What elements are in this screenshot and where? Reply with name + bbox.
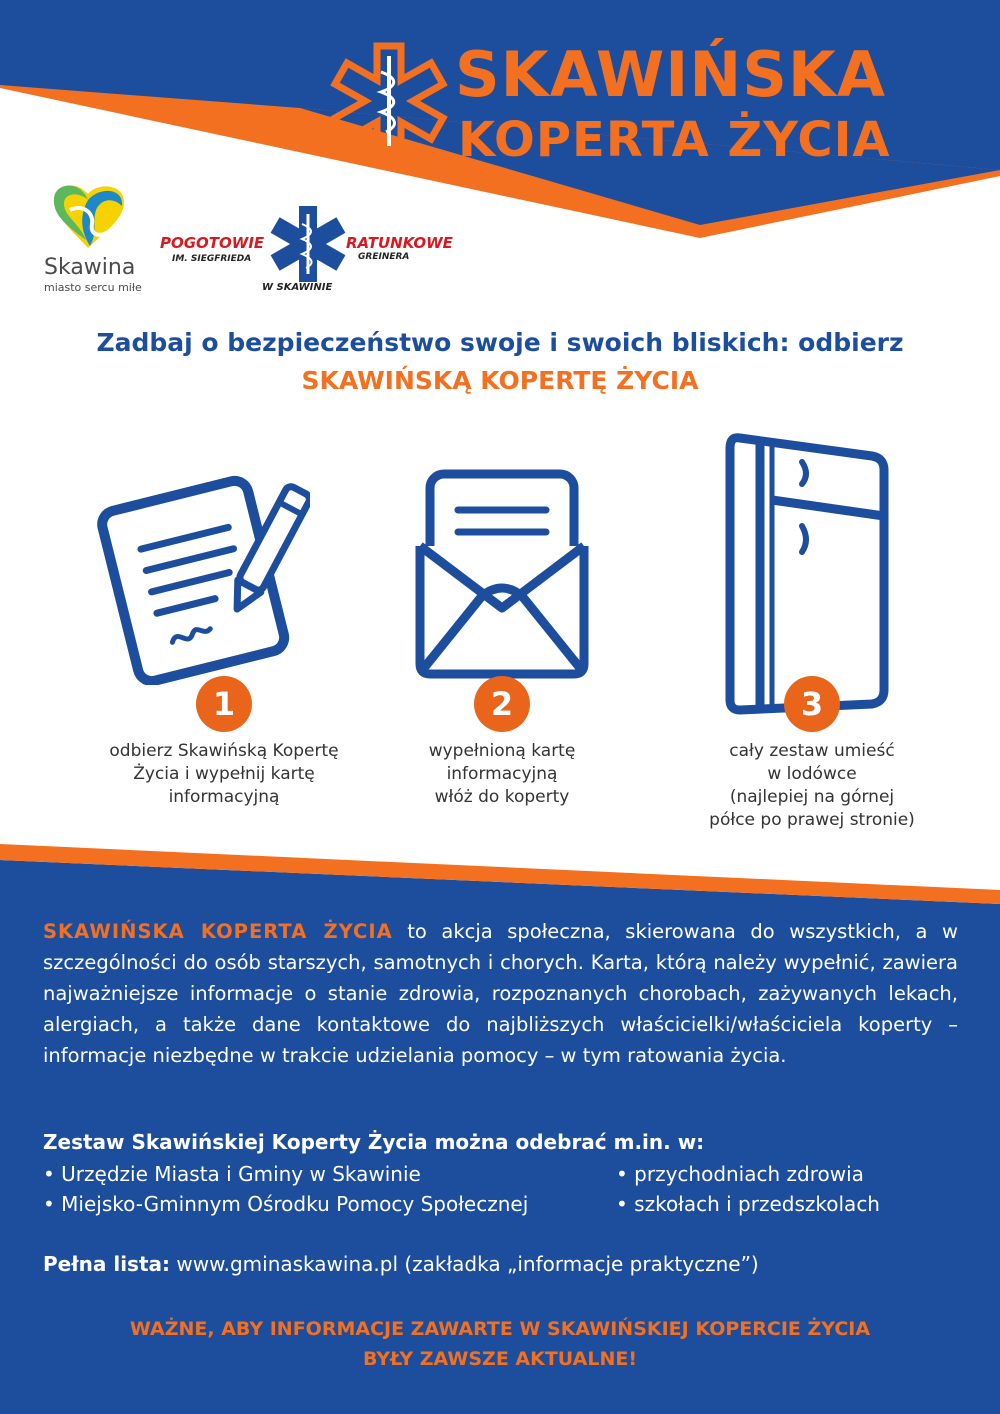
pickup-item: • Miejsko-Gminnym Ośrodku Pomocy Społecznej (43, 1192, 529, 1216)
description-paragraph (43, 916, 958, 1071)
step-3-line: cały zestaw umieść (729, 741, 895, 761)
pogotowie-label: POGOTOWIE (160, 234, 265, 252)
step-3-line: półce po prawej stronie) (709, 810, 915, 830)
pogotowie-bottom: W SKAWINIE (262, 282, 333, 293)
step-2-line: wypełnioną kartę (428, 741, 576, 761)
step-1-line: informacyjną (168, 787, 280, 807)
pogotowie-sub-left: IM. SIEGFRIEDA (172, 254, 252, 264)
step-3-number: 3 (784, 676, 840, 732)
intro-line-2: SKAWIŃSKĄ KOPERTĘ ŻYCIA (301, 366, 699, 395)
skawina-tagline: miasto sercu miłe (44, 281, 142, 294)
full-list-line (43, 1252, 759, 1276)
step-2-line: włóż do koperty (434, 787, 570, 807)
pickup-list-title: Zestaw Skawińskiej Koperty Życia można odebrać m.in. w: (43, 1130, 705, 1154)
fridge-icon (722, 428, 898, 718)
skawina-name: Skawina (44, 255, 136, 280)
pickup-item: • szkołach i przedszkolach (616, 1192, 880, 1216)
full-list-link[interactable]: www.gminaskawina.pl (zakładka „informacje praktyczne”) (170, 1252, 759, 1276)
warning-line-2: BYŁY ZAWSZE AKTUALNE! (362, 1348, 638, 1370)
ratunkowe-label: RATUNKOWE (346, 234, 453, 252)
pickup-item: • Urzędzie Miasta i Gminy w Skawinie (43, 1162, 421, 1186)
envelope-letter-icon (412, 468, 592, 683)
pickup-item: • przychodniach zdrowia (616, 1162, 864, 1186)
document-pen-icon (80, 475, 310, 685)
skawina-heart-logo-icon (50, 180, 130, 252)
description-highlight: SKAWIŃSKA KOPERTA ŻYCIA (43, 920, 393, 943)
step-1-text (74, 740, 374, 809)
step-3-text (662, 740, 962, 832)
title-line-2: KOPERTA ŻYCIA (458, 112, 891, 168)
step-3-line: (najlepiej na górnej (729, 787, 895, 807)
step-1-number: 1 (196, 676, 252, 732)
pogotowie-sub-right: GREINERA (358, 252, 410, 262)
pogotowie-star-of-life-icon (268, 204, 348, 284)
step-2-line: informacyjną (446, 764, 558, 784)
intro-line-1: Zadbaj o bezpieczeństwo swoje i swoich bliskich: odbierz (96, 328, 904, 357)
step-1-line: odbierz Skawińską Kopertę (109, 741, 339, 761)
title-line-1: SKAWIŃSKA (455, 38, 886, 111)
description-text: to akcja społeczna, skierowana do wszystkich, a w szczególności do osób starszych, samotnych i chorych. Karta, którą należy wypełnić, zawiera najważniejsze informacje o stanie zdrowia, rozpoznanych chorobach, zażywanych lekach, alergiach, a także dane kontaktowe do najbliższych właścicielki/właściciela koperty – informacje niezbędne w trakcie udzielania pomocy – w tym ratowania życia. (43, 920, 958, 1067)
full-list-label: Pełna lista: (43, 1252, 171, 1276)
warning-line-1: WAŻNE, ABY INFORMACJE ZAWARTE W SKAWIŃSKIEJ KOPERCIE ŻYCIA (129, 1318, 871, 1340)
step-1-line: Życia i wypełnij kartę (133, 764, 315, 784)
step-3-line: w lodówce (767, 764, 857, 784)
star-of-life-icon (326, 38, 452, 164)
step-2-text (352, 740, 652, 809)
step-2-number: 2 (474, 676, 530, 732)
